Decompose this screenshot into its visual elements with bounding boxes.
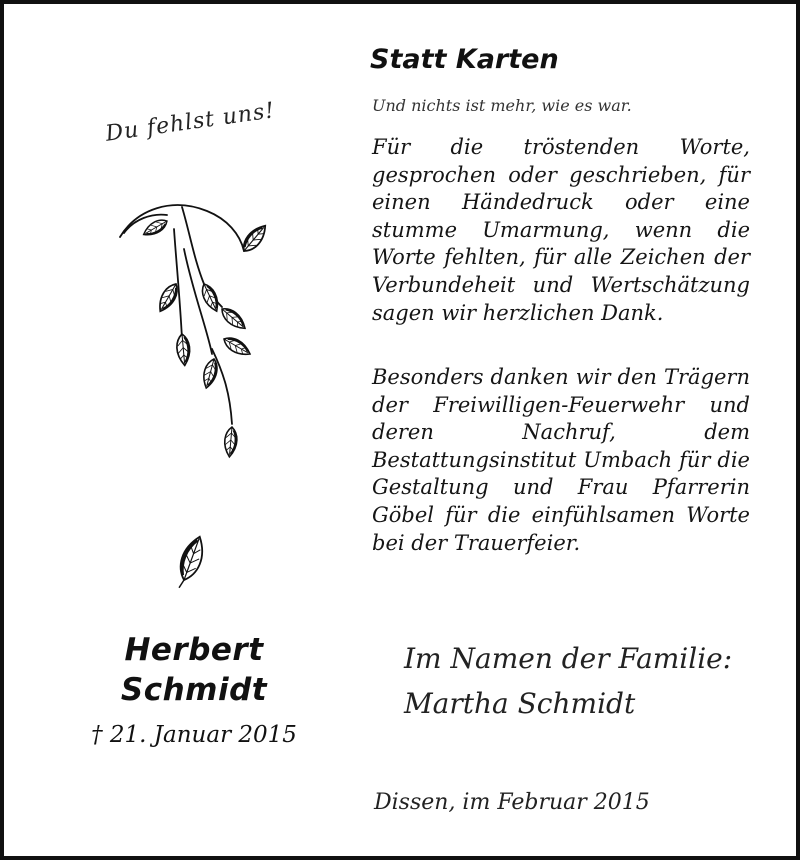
deceased-last-name: Schmidt [120,672,268,708]
deceased-first-name: Herbert [124,632,264,668]
place-date: Dissen, im Februar 2015 [374,790,650,815]
birch-branch-icon [112,189,282,459]
signer-name: Martha Schmidt [404,687,636,720]
thanks-paragraph: Für die tröstenden Worte, gesprochen oder geschrieben, für einen Händedruck oder eine stumme Umarmung, wenn die Worte fehlten, für alle Zeichen der Verbundeheit und Wertschätzung sagen wir herzlichen Dank. [372,135,750,325]
falling-leaf-icon [162,522,206,590]
intro-line: Und nichts ist mehr, wie es war. [372,96,632,115]
special-thanks-paragraph: Besonders danken wir den Trägern der Freiwilligen-Feuerwehr und deren Nachruf, dem Bestattungsinstitut Umbach für die Gestaltung und Frau Pfarrerin Göbel für die einfühlsamen Worte bei der Trauerfeier. [372,365,750,555]
motto-text: Du fehlst uns! [104,98,277,147]
death-date: † 21. Januar 2015 [91,722,297,748]
family-line: Im Namen der Familie: [404,642,733,675]
headline: Statt Karten [370,44,559,75]
